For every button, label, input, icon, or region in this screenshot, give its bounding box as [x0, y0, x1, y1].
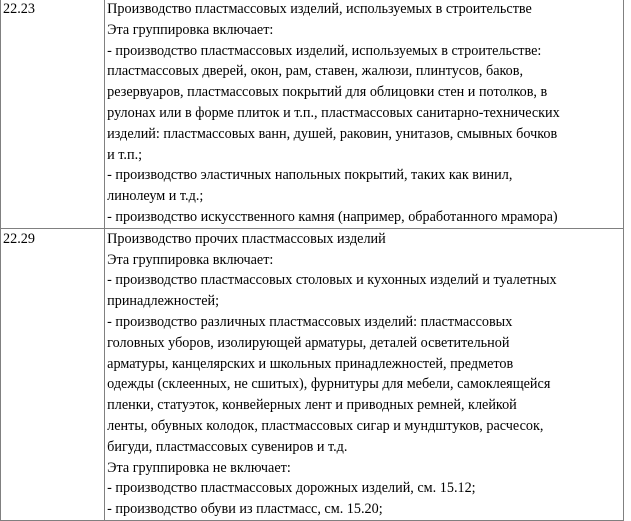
description-line: - производство пластмассовых дорожных изделий, см. 15.12; — [107, 480, 476, 497]
description-line: - производство пластмассовых изделий, используемых в строительстве: — [107, 42, 542, 59]
description-line: Эта группировка не включает: — [107, 459, 291, 476]
description-line: резервуаров, пластмассовых покрытий для облицовки стен и потолков, в — [107, 84, 548, 101]
description-line: - производство обуви из пластмасс, см. 15.20; — [107, 501, 383, 518]
code-cell — [1, 0, 105, 228]
description-line: бигуди, пластмассовых сувениров и т.д. — [107, 438, 348, 455]
description-line: - производство искусственного камня (например, обработанного мрамора) — [107, 208, 558, 225]
classification-code: 22.23 — [3, 1, 35, 17]
description-cell — [105, 228, 624, 520]
description-cell — [105, 0, 624, 228]
description-line: головных уборов, изолирующей арматуры, деталей осветительной — [107, 334, 510, 351]
description-line: - производство пластмассовых столовых и кухонных изделий и туалетных — [107, 272, 557, 289]
section-title: Производство прочих пластмассовых изделий — [107, 230, 386, 247]
description-line: арматуры, канцелярских и школьных принадлежностей, предметов — [107, 355, 514, 372]
description-line: пленки, статуэток, конвейерных лент и приводных ремней, клейкой — [107, 397, 517, 414]
description-line: изделий: пластмассовых ванн, душей, раковин, унитазов, смывных бочков — [107, 125, 558, 142]
code-cell — [1, 228, 105, 520]
description-line: - производство различных пластмассовых изделий: пластмассовых — [107, 313, 513, 330]
description-line: - производство эластичных напольных покрытий, таких как винил, — [107, 167, 513, 184]
description-line: рулонах или в форме плиток и т.п., пластмассовых санитарно-технических — [107, 104, 560, 121]
section-title: Производство пластмассовых изделий, используемых в строительстве — [107, 1, 532, 17]
description-line: и т.п.; — [107, 146, 143, 163]
table-row — [1, 228, 624, 520]
description-line: линолеум и т.д.; — [107, 188, 204, 205]
table-row — [1, 0, 624, 228]
description-line: пластмассовых дверей, окон, рам, ставен, жалюзи, плинтусов, баков, — [107, 63, 524, 80]
description-line: ленты, обувных колодок, пластмассовых сигар и мундштуков, расчесок, — [107, 417, 544, 434]
description-line: принадлежностей; — [107, 293, 220, 310]
description-line: одежды (склеенных, не сшитых), фурнитуры для мебели, самоклеящейся — [107, 376, 551, 393]
description-line: Эта группировка включает: — [107, 251, 274, 268]
classification-code: 22.29 — [3, 230, 35, 247]
description-line: Эта группировка включает: — [107, 21, 274, 38]
